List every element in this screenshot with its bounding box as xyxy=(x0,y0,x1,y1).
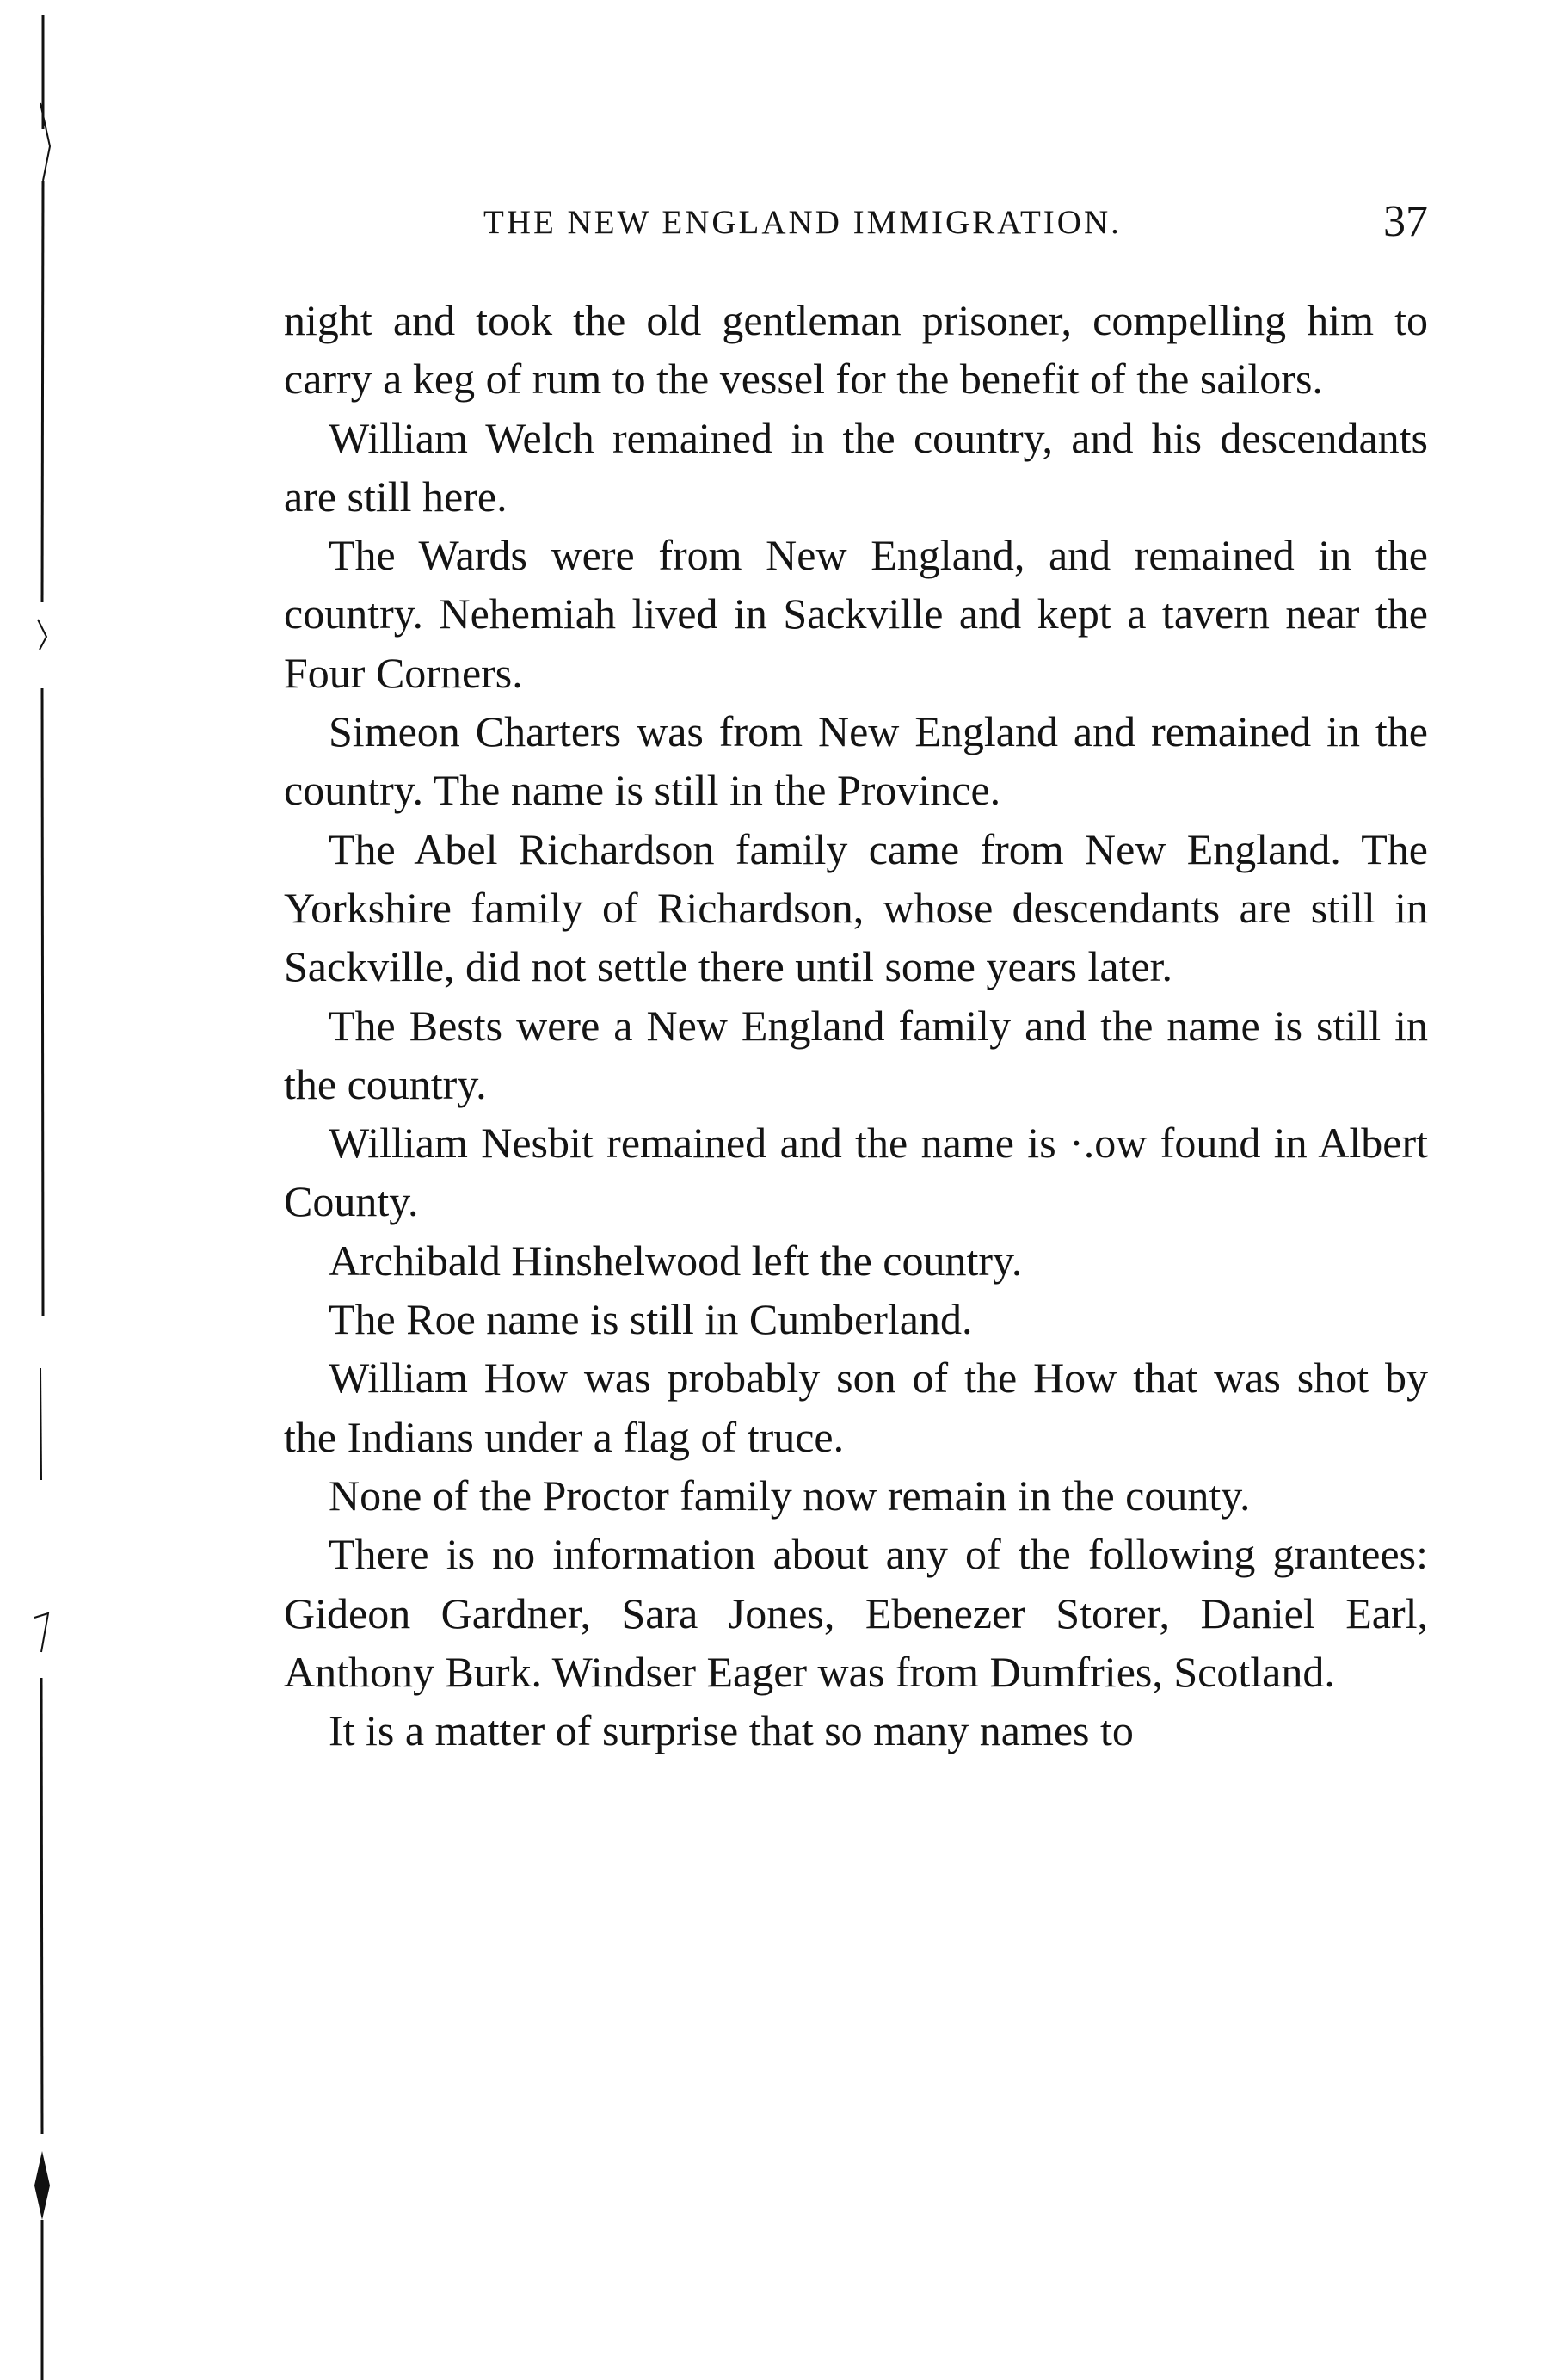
paragraph: The Roe name is still in Cumberland. xyxy=(329,1295,973,1344)
paragraph: William How was probably son of the How that was shot by the Indians under a flag of truce. xyxy=(284,1353,1428,1461)
running-head xyxy=(284,196,1428,256)
paragraph: The Bests were a New England family and the name is still in the country. xyxy=(284,1001,1428,1108)
running-title: THE NEW ENGLAND IMMIGRATION. xyxy=(483,204,1122,241)
paragraph: William Nesbit remained and the name is ·.ow found in Albert County. xyxy=(284,1119,1428,1226)
paragraph: The Abel Richardson family came from New England. The Yorkshire family of Richardson, whose descendants are still in Sackville, did not settle there until some years later. xyxy=(284,824,1428,991)
paragraph: The Wards were from New England, and remained in the country. Nehemiah lived in Sackville and kept a tavern near the Four Corners. xyxy=(284,531,1428,697)
paragraph: night and took the old gentleman prisoner, compelling him to carry a keg of rum to the vessel for the benefit of the sailors. xyxy=(284,296,1428,404)
margin-binding-line xyxy=(24,0,58,2380)
paragraph: It is a matter of surprise that so many names to xyxy=(329,1706,1134,1755)
paragraph: William Welch remained in the country, and his descendants are still here. xyxy=(284,413,1428,521)
paragraph: Simeon Charters was from New England and remained in the country. The name is still in the Province. xyxy=(284,707,1428,815)
paragraph: Archibald Hinshelwood left the country. xyxy=(329,1236,1023,1285)
body-text xyxy=(284,291,1428,1760)
page-number: 37 xyxy=(1383,197,1428,246)
paragraph: None of the Proctor family now remain in the county. xyxy=(329,1471,1251,1520)
paragraph: There is no information about any of the following grantees: Gideon Gardner, Sara Jones, Ebenezer Storer, Daniel Earl, Anthony Burk. Windser Eager was from Dumfries, Scotland. xyxy=(284,1530,1428,1696)
